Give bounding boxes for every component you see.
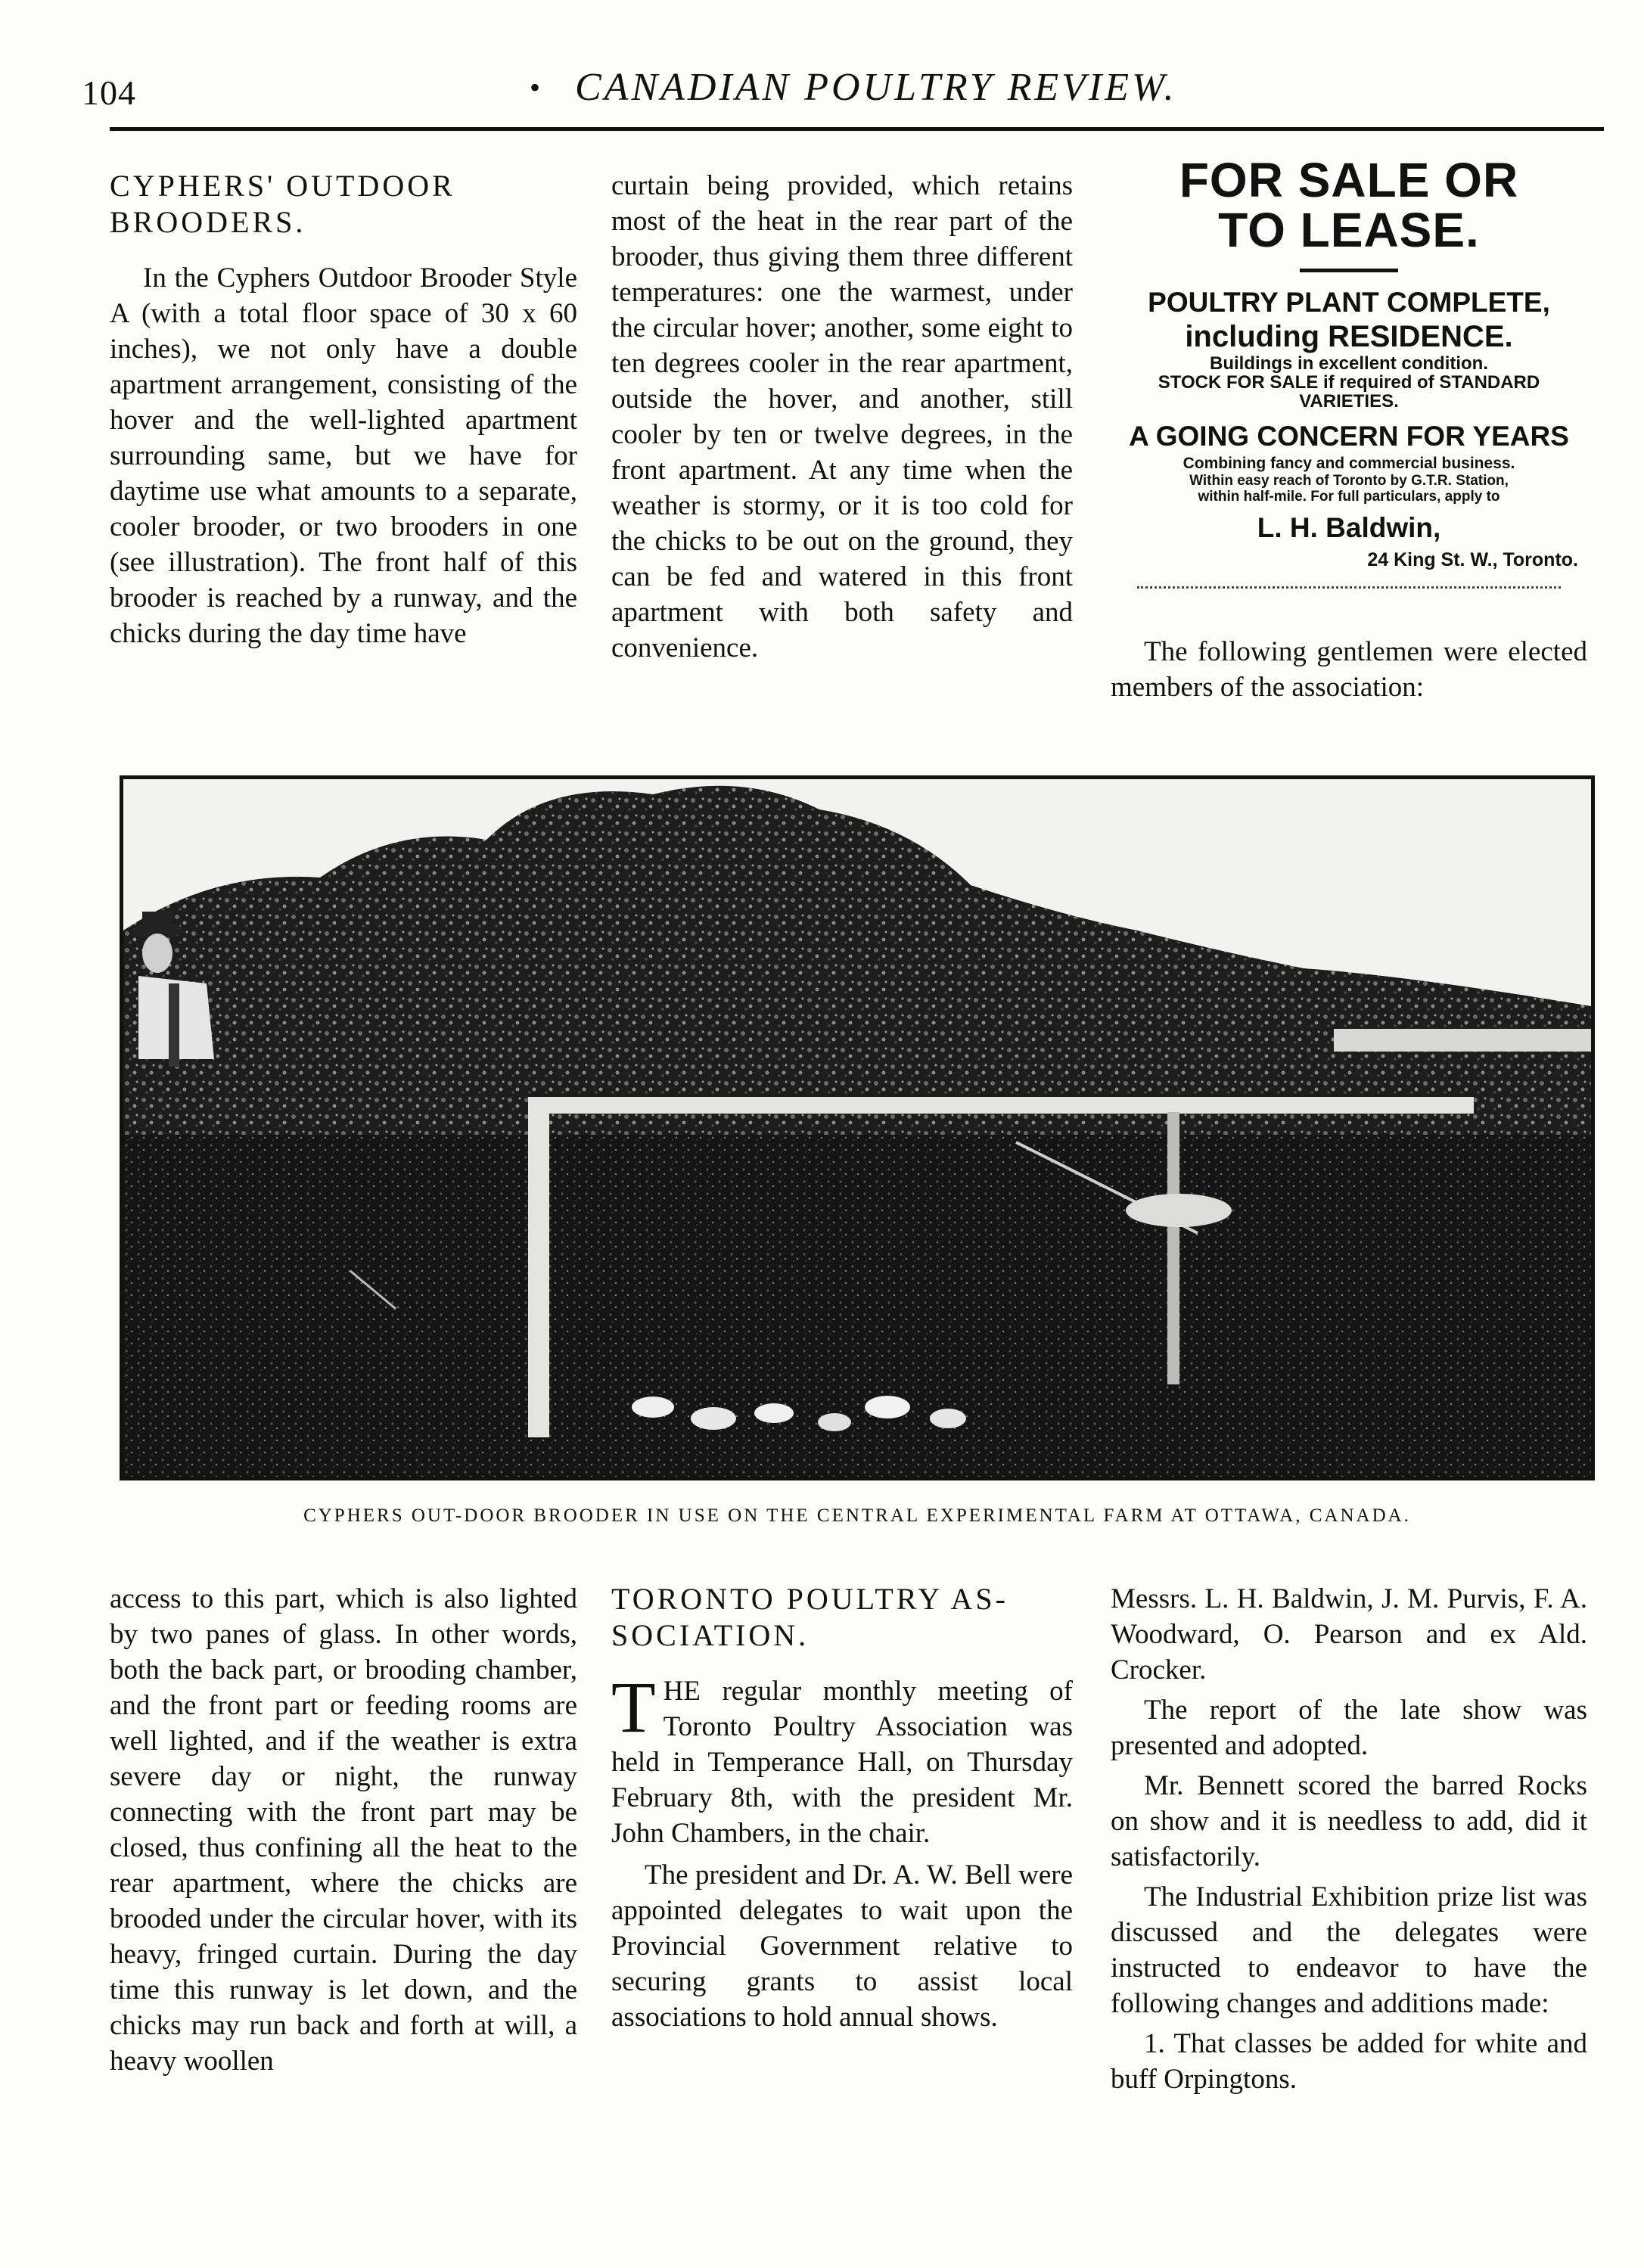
header-dot: •: [530, 70, 541, 104]
ad-line-going-concern: A GOING CONCERN FOR YEARS: [1129, 421, 1569, 452]
article-toronto-title: [611, 1581, 1073, 1654]
article-cyphers-paragraph: In the Cyphers Outdoor Brooder Style A (with a total floor space of 30 x 60 inches), we not only have a double apartment arrangement, consisting of the hover and the well-lighted apartment surrounding same, but we have for daytime use what amounts to a separate, cooler brooder, or two brooders in one (see illustration). The front half of this brooder is reached by a runway, and the chicks during the day time have: [110, 263, 577, 649]
drop-cap-letter: T: [611, 1667, 656, 1748]
ad-line-particulars: within half-mile. For full particulars, apply to: [1198, 489, 1500, 505]
association-members-column: [1111, 1581, 1587, 2097]
prize-list-text: The Industrial Exhibition prize list was discussed and the delegates were instructed to endeavor to have the following changes and additions made:: [1111, 1881, 1587, 2019]
ad-line-poultry-plant: POULTRY PLANT COMPLETE,: [1148, 287, 1550, 318]
ad-bottom-separator: [1137, 586, 1561, 589]
barred-rocks-text: Mr. Bennett scored the barred Rocks on show and it is needless to add, did it satisfactorily.: [1111, 1770, 1587, 1872]
brooder-photo-illustration: [123, 779, 1591, 1477]
ad-contact-name: L. H. Baldwin,: [1257, 512, 1441, 543]
ad-line-buildings: Buildings in excellent condition.: [1209, 353, 1489, 374]
article-toronto-association: [611, 1581, 1073, 2035]
ad-line-residence: including RESIDENCE.: [1185, 320, 1513, 353]
show-report-text: The report of the late show was presented and adopted.: [1111, 1695, 1587, 1761]
ad-divider: [1300, 269, 1398, 272]
article-cyphers-column-1: [110, 168, 577, 651]
article-toronto-paragraph-1-text: HE regular monthly meeting of Toronto Poultry Association was held in Temperance Hall, on Thursday February 8th, with the president Mr. John Chambers, in the chair.: [611, 1676, 1073, 1849]
article-cyphers-column-2: [611, 168, 1073, 666]
ad-line-combining: Combining fancy and commercial business.: [1182, 455, 1515, 472]
photo-caption: CYPHERS OUT-DOOR BROODER IN USE ON THE CENTRAL EXPERIMENTAL FARM AT OTTAWA, CANADA.: [303, 1505, 1411, 1526]
article-cyphers-title-line-1: CYPHERS' OUTDOOR: [110, 169, 455, 203]
running-title: CANADIAN POULTRY REVIEW.: [575, 66, 1177, 109]
article-cyphers-continued-text: access to this part, which is also lighted by two panes of glass. In other words, both the back part, or brooding chamber, and the front part or feeding rooms are well lighted, and if the weather is extra severe day or night, the runway connecting with the front part may be closed, thus confining all the heat to the rear apartment, where the chicks are brooded under the circular hover, with its heavy, fringed curtain. During the day time this runway is let down, and the chicks may run back and forth at will, a heavy woollen: [110, 1583, 577, 2077]
ad-line-varieties: VARIETIES.: [1299, 391, 1399, 412]
article-toronto-title-line-2: SOCIATION.: [611, 1618, 810, 1652]
header-rule: [110, 127, 1604, 131]
association-members-intro: [1111, 634, 1587, 705]
brooder-photograph: [120, 775, 1595, 1480]
for-sale-advertisement: [1106, 155, 1592, 589]
ad-line-stock: STOCK FOR SALE if required of STANDARD: [1158, 372, 1540, 393]
ad-headline-line-2: TO LEASE.: [1218, 203, 1480, 257]
article-cyphers-title: [110, 168, 577, 241]
article-toronto-paragraph-2: The president and Dr. A. W. Bell were appointed delegates to wait upon the Provincial Government relative to securing grants to assist local associations to hold annual shows.: [611, 1859, 1073, 2033]
members-list-text: Messrs. L. H. Baldwin, J. M. Purvis, F. A. Woodward, O. Pearson and ex Ald. Crocker.: [1111, 1583, 1587, 1685]
page-number: 104: [82, 73, 136, 112]
article-cyphers-continued: [110, 1581, 577, 2079]
ad-line-within-reach: Within easy reach of Toronto by G.T.R. Station,: [1189, 473, 1509, 489]
article-toronto-paragraph-1: [611, 1667, 1073, 1851]
article-cyphers-title-line-2: BROODERS.: [110, 205, 306, 239]
ad-contact-address: 24 King St. W., Toronto.: [1367, 549, 1578, 570]
orpingtons-text: 1. That classes be added for white and buff Orpingtons.: [1111, 2028, 1587, 2095]
members-intro-text: The following gentlemen were elected members of the association:: [1111, 636, 1587, 703]
ad-headline-line-1: FOR SALE OR: [1179, 153, 1519, 207]
article-toronto-title-line-1: TORONTO POULTRY AS-: [611, 1582, 1008, 1616]
article-cyphers-column-2-text: curtain being provided, which retains most of the heat in the rear part of the brooder, thus giving them three different temperatures: one the warmest, under the circular hover; another, some eight to ten degrees cooler in the rear apartment, outside the hover, and another, still cooler by ten or twelve degrees, in the front apartment. At any time when the weather is stormy, or it is too cold for the chicks to be out on the ground, they can be fed and watered in this front apartment with both safety and convenience.: [611, 170, 1073, 663]
